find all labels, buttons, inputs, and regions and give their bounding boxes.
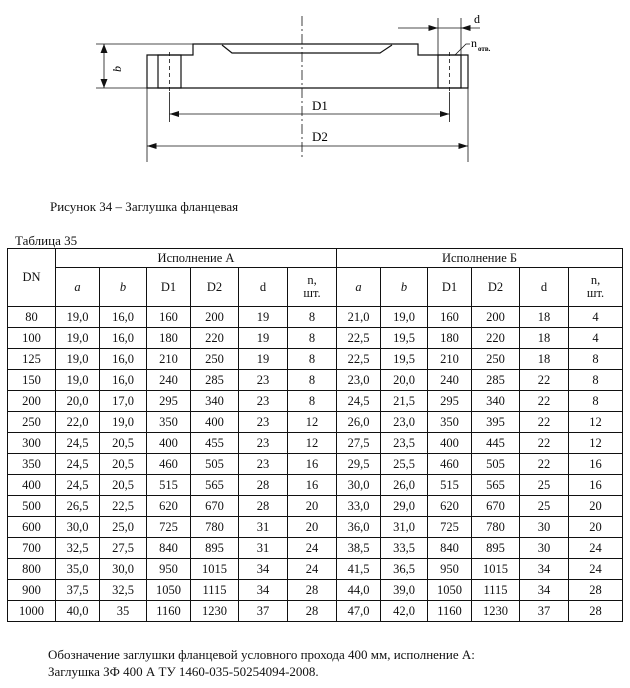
value-cell: 20,5	[100, 475, 147, 496]
value-cell: 20,0	[381, 370, 428, 391]
value-cell: 47,0	[337, 601, 381, 622]
value-cell: 220	[191, 328, 239, 349]
value-cell: 8	[569, 391, 623, 412]
value-cell: 505	[191, 454, 239, 475]
dn-cell: 150	[8, 370, 56, 391]
value-cell: 23	[239, 454, 288, 475]
table-row	[8, 433, 623, 454]
value-cell: 22	[520, 370, 569, 391]
value-cell: 27,5	[337, 433, 381, 454]
value-cell: 19,0	[56, 349, 100, 370]
dn-header: DN	[8, 249, 56, 307]
value-cell: 21,0	[337, 307, 381, 328]
dn-cell: 200	[8, 391, 56, 412]
value-cell: 340	[472, 391, 520, 412]
dn-cell: 400	[8, 475, 56, 496]
value-cell: 28	[569, 580, 623, 601]
value-cell: 1160	[428, 601, 472, 622]
value-cell: 22	[520, 412, 569, 433]
value-cell: 8	[288, 349, 337, 370]
value-cell: 8	[288, 391, 337, 412]
value-cell: 8	[288, 307, 337, 328]
value-cell: 20	[288, 496, 337, 517]
value-cell: 240	[147, 370, 191, 391]
value-cell: 565	[191, 475, 239, 496]
value-cell: 1230	[191, 601, 239, 622]
value-cell: 39,0	[381, 580, 428, 601]
value-cell: 950	[147, 559, 191, 580]
value-cell: 295	[147, 391, 191, 412]
value-cell: 840	[428, 538, 472, 559]
table-row	[8, 391, 623, 412]
group-b-header: Исполнение Б	[337, 249, 623, 268]
value-cell: 34	[520, 580, 569, 601]
table-row	[8, 349, 623, 370]
value-cell: 400	[147, 433, 191, 454]
value-cell: 4	[569, 328, 623, 349]
dn-cell: 80	[8, 307, 56, 328]
D1-label: D1	[312, 98, 328, 113]
value-cell: 25,5	[381, 454, 428, 475]
value-cell: 41,5	[337, 559, 381, 580]
table-row	[8, 328, 623, 349]
value-cell: 19,5	[381, 349, 428, 370]
value-cell: 12	[288, 412, 337, 433]
value-cell: 250	[472, 349, 520, 370]
value-cell: 22,5	[337, 349, 381, 370]
value-cell: 445	[472, 433, 520, 454]
value-cell: 24	[569, 538, 623, 559]
value-cell: 400	[428, 433, 472, 454]
value-cell: 1050	[147, 580, 191, 601]
table-row	[8, 475, 623, 496]
value-cell: 8	[569, 349, 623, 370]
value-cell: 30,0	[100, 559, 147, 580]
value-cell: 1230	[472, 601, 520, 622]
value-cell: 28	[239, 475, 288, 496]
value-cell: 895	[191, 538, 239, 559]
value-cell: 24,5	[56, 454, 100, 475]
col-D2-header: D2	[472, 268, 520, 307]
value-cell: 19,0	[56, 328, 100, 349]
dimensions-table	[7, 248, 623, 622]
value-cell: 1050	[428, 580, 472, 601]
value-cell: 31,0	[381, 517, 428, 538]
value-cell: 19,0	[56, 370, 100, 391]
value-cell: 30	[520, 538, 569, 559]
plug-outline	[147, 44, 468, 88]
value-cell: 34	[239, 580, 288, 601]
b-label: b	[110, 66, 124, 72]
value-cell: 460	[147, 454, 191, 475]
value-cell: 30,0	[56, 517, 100, 538]
value-cell: 35,0	[56, 559, 100, 580]
value-cell: 295	[428, 391, 472, 412]
value-cell: 19,0	[381, 307, 428, 328]
D2-label: D2	[312, 129, 328, 144]
value-cell: 25,0	[100, 517, 147, 538]
value-cell: 395	[472, 412, 520, 433]
value-cell: 200	[191, 307, 239, 328]
value-cell: 35	[100, 601, 147, 622]
value-cell: 12	[569, 433, 623, 454]
dn-cell: 1000	[8, 601, 56, 622]
value-cell: 350	[147, 412, 191, 433]
dn-cell: 700	[8, 538, 56, 559]
value-cell: 240	[428, 370, 472, 391]
value-cell: 180	[428, 328, 472, 349]
value-cell: 950	[428, 559, 472, 580]
value-cell: 620	[428, 496, 472, 517]
value-cell: 4	[569, 307, 623, 328]
value-cell: 1015	[191, 559, 239, 580]
value-cell: 23,0	[337, 370, 381, 391]
value-cell: 29,5	[337, 454, 381, 475]
dn-cell: 100	[8, 328, 56, 349]
value-cell: 23	[239, 433, 288, 454]
value-cell: 21,5	[381, 391, 428, 412]
value-cell: 37	[239, 601, 288, 622]
value-cell: 19	[239, 328, 288, 349]
value-cell: 34	[239, 559, 288, 580]
dn-cell: 600	[8, 517, 56, 538]
col-d-header: d	[520, 268, 569, 307]
value-cell: 285	[472, 370, 520, 391]
table-row	[8, 454, 623, 475]
value-cell: 22,5	[337, 328, 381, 349]
value-cell: 38,5	[337, 538, 381, 559]
value-cell: 620	[147, 496, 191, 517]
n-label: n	[471, 36, 477, 50]
table-row	[8, 307, 623, 328]
value-cell: 16,0	[100, 307, 147, 328]
value-cell: 19	[239, 307, 288, 328]
designation-note	[48, 646, 475, 680]
value-cell: 17,0	[100, 391, 147, 412]
value-cell: 36,0	[337, 517, 381, 538]
value-cell: 505	[472, 454, 520, 475]
figure-caption: Рисунок 34 – Заглушка фланцевая	[50, 199, 239, 214]
value-cell: 31	[239, 517, 288, 538]
d-label: d	[474, 12, 480, 26]
value-cell: 37,5	[56, 580, 100, 601]
value-cell: 895	[472, 538, 520, 559]
value-cell: 23,0	[381, 412, 428, 433]
value-cell: 840	[147, 538, 191, 559]
value-cell: 780	[472, 517, 520, 538]
dn-cell: 350	[8, 454, 56, 475]
value-cell: 16,0	[100, 328, 147, 349]
plug-groove	[222, 45, 392, 53]
value-cell: 1015	[472, 559, 520, 580]
value-cell: 37	[520, 601, 569, 622]
value-cell: 24	[288, 538, 337, 559]
value-cell: 20,0	[56, 391, 100, 412]
table-row	[8, 496, 623, 517]
value-cell: 8	[288, 370, 337, 391]
value-cell: 22,5	[100, 496, 147, 517]
value-cell: 12	[288, 433, 337, 454]
table-row	[8, 559, 623, 580]
value-cell: 22	[520, 433, 569, 454]
dn-cell: 800	[8, 559, 56, 580]
col-D1-header: D1	[147, 268, 191, 307]
value-cell: 565	[472, 475, 520, 496]
value-cell: 16,0	[100, 349, 147, 370]
value-cell: 19,0	[100, 412, 147, 433]
value-cell: 23	[239, 391, 288, 412]
dn-cell: 900	[8, 580, 56, 601]
value-cell: 1160	[147, 601, 191, 622]
value-cell: 29,0	[381, 496, 428, 517]
value-cell: 210	[147, 349, 191, 370]
value-cell: 28	[569, 601, 623, 622]
table-row	[8, 412, 623, 433]
value-cell: 34	[520, 559, 569, 580]
col-n-header: n, шт.	[288, 268, 337, 307]
value-cell: 180	[147, 328, 191, 349]
table-row	[8, 538, 623, 559]
value-cell: 28	[288, 580, 337, 601]
col-a-header: a	[337, 268, 381, 307]
col-b-header: b	[100, 268, 147, 307]
value-cell: 20	[569, 496, 623, 517]
value-cell: 12	[569, 412, 623, 433]
value-cell: 32,5	[56, 538, 100, 559]
col-D1-header: D1	[428, 268, 472, 307]
value-cell: 285	[191, 370, 239, 391]
value-cell: 220	[472, 328, 520, 349]
value-cell: 23,5	[381, 433, 428, 454]
dn-cell: 300	[8, 433, 56, 454]
note-line-2: Заглушка ЗФ 400 А ТУ 1460-035-50254094-2008.	[48, 664, 319, 679]
value-cell: 23	[239, 412, 288, 433]
value-cell: 400	[191, 412, 239, 433]
dn-cell: 125	[8, 349, 56, 370]
value-cell: 725	[147, 517, 191, 538]
value-cell: 460	[428, 454, 472, 475]
value-cell: 24	[569, 559, 623, 580]
value-cell: 33,5	[381, 538, 428, 559]
dn-cell: 500	[8, 496, 56, 517]
value-cell: 30,0	[337, 475, 381, 496]
value-cell: 19	[239, 349, 288, 370]
value-cell: 8	[288, 328, 337, 349]
value-cell: 26,0	[381, 475, 428, 496]
col-D2-header: D2	[191, 268, 239, 307]
value-cell: 515	[428, 475, 472, 496]
value-cell: 20,5	[100, 454, 147, 475]
value-cell: 31	[239, 538, 288, 559]
value-cell: 24	[288, 559, 337, 580]
value-cell: 28	[239, 496, 288, 517]
value-cell: 160	[428, 307, 472, 328]
n-leader-line	[455, 44, 470, 55]
col-n-header: n, шт.	[569, 268, 623, 307]
value-cell: 16,0	[100, 370, 147, 391]
value-cell: 1115	[472, 580, 520, 601]
value-cell: 340	[191, 391, 239, 412]
table-label: Таблица 35	[15, 233, 78, 248]
table-body	[8, 307, 623, 622]
value-cell: 19,0	[56, 307, 100, 328]
value-cell: 23	[239, 370, 288, 391]
table-row	[8, 601, 623, 622]
value-cell: 200	[472, 307, 520, 328]
value-cell: 515	[147, 475, 191, 496]
table-row	[8, 517, 623, 538]
col-b-header: b	[381, 268, 428, 307]
value-cell: 20	[288, 517, 337, 538]
value-cell: 8	[569, 370, 623, 391]
value-cell: 1115	[191, 580, 239, 601]
value-cell: 26,0	[337, 412, 381, 433]
value-cell: 725	[428, 517, 472, 538]
value-cell: 18	[520, 328, 569, 349]
value-cell: 28	[288, 601, 337, 622]
value-cell: 16	[569, 454, 623, 475]
flange-plug-drawing	[0, 0, 630, 190]
value-cell: 780	[191, 517, 239, 538]
value-cell: 30	[520, 517, 569, 538]
value-cell: 16	[288, 475, 337, 496]
value-cell: 25	[520, 475, 569, 496]
value-cell: 350	[428, 412, 472, 433]
value-cell: 42,0	[381, 601, 428, 622]
value-cell: 20	[569, 517, 623, 538]
value-cell: 22,0	[56, 412, 100, 433]
value-cell: 160	[147, 307, 191, 328]
n-label-sub: отв.	[478, 45, 491, 53]
value-cell: 26,5	[56, 496, 100, 517]
value-cell: 455	[191, 433, 239, 454]
value-cell: 25	[520, 496, 569, 517]
value-cell: 16	[569, 475, 623, 496]
value-cell: 24,5	[56, 433, 100, 454]
table-row	[8, 580, 623, 601]
value-cell: 24,5	[56, 475, 100, 496]
group-a-header: Исполнение А	[56, 249, 337, 268]
value-cell: 32,5	[100, 580, 147, 601]
value-cell: 40,0	[56, 601, 100, 622]
value-cell: 44,0	[337, 580, 381, 601]
value-cell: 19,5	[381, 328, 428, 349]
value-cell: 16	[288, 454, 337, 475]
value-cell: 33,0	[337, 496, 381, 517]
value-cell: 22	[520, 391, 569, 412]
note-line-1: Обозначение заглушки фланцевой условного прохода 400 мм, исполнение А:	[48, 647, 475, 662]
col-d-header: d	[239, 268, 288, 307]
value-cell: 670	[472, 496, 520, 517]
value-cell: 27,5	[100, 538, 147, 559]
value-cell: 670	[191, 496, 239, 517]
col-a-header: a	[56, 268, 100, 307]
value-cell: 36,5	[381, 559, 428, 580]
table-row	[8, 370, 623, 391]
value-cell: 18	[520, 307, 569, 328]
value-cell: 20,5	[100, 433, 147, 454]
value-cell: 24,5	[337, 391, 381, 412]
value-cell: 22	[520, 454, 569, 475]
value-cell: 18	[520, 349, 569, 370]
value-cell: 250	[191, 349, 239, 370]
value-cell: 210	[428, 349, 472, 370]
dn-cell: 250	[8, 412, 56, 433]
